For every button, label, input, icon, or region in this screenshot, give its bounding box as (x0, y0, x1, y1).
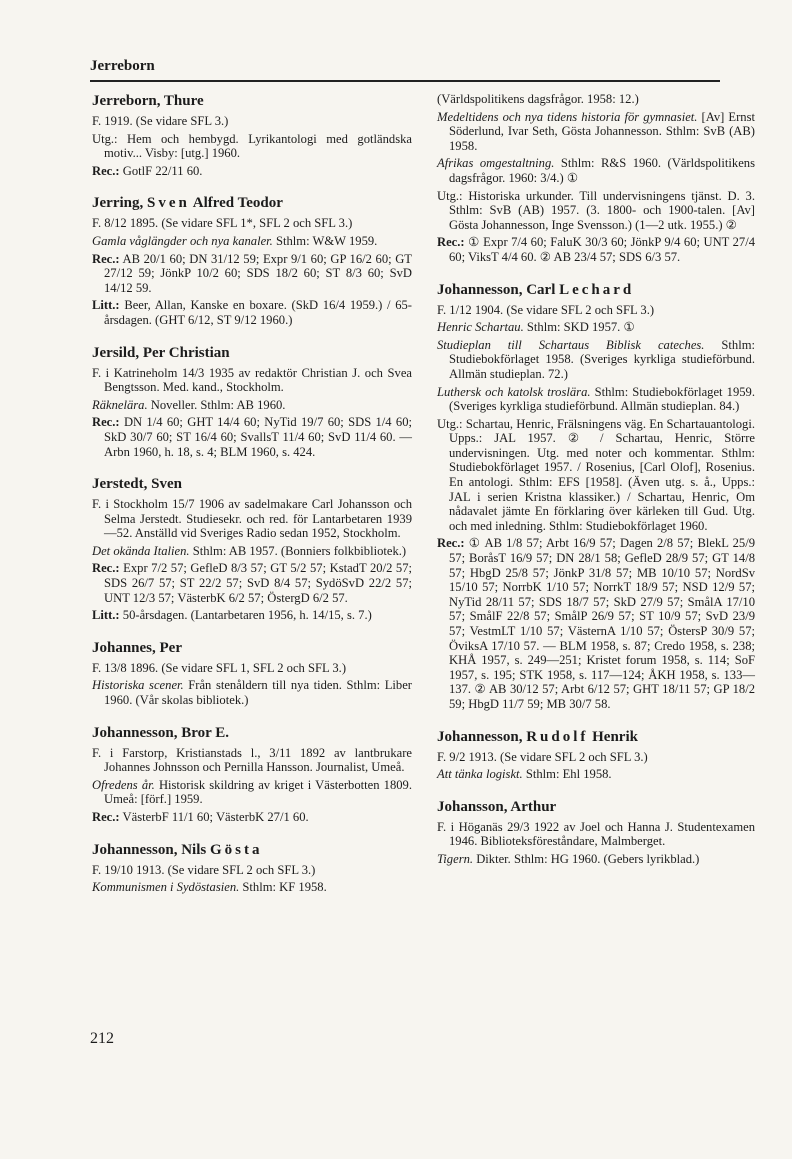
utg-info: Utg.: Historiska urkunder. Till undervisningens tjänst. D. 3. Sthlm: SvB (AB) 1957. (3. 1800- och 1900-talen. [Av] Gösta Johannesson, Inge Svensson.) (1—2 utk. 1955.) ② (437, 188, 755, 232)
heading-spaced: Sven (146, 195, 190, 212)
work-pub: Noveller. Sthlm: AB 1960. (147, 397, 286, 412)
birth-info: F. 19/10 1913. (Se vidare SFL 2 och SFL 3.) (92, 862, 316, 877)
rec-label: Rec.: (92, 251, 120, 266)
reviews (92, 252, 412, 296)
litt-label: Litt.: (92, 298, 120, 313)
entry-heading (92, 194, 412, 212)
entry-jerreborn-thure (92, 92, 412, 178)
work-listing (437, 385, 755, 414)
birth-info: F. 1/12 1904. (Se vidare SFL 2 och SFL 3.) (437, 302, 655, 317)
rec-text: ① AB 1/8 57; Arbt 16/9 57; Dagen 2/8 57; BlekL 25/9 57; BoråsT 16/9 57; DN 28/1 58; GefleD 28/9 57; GT 14/8 57; HbgD 25/8 57; JönkP 31/8 57; MB 10/10 57; NordSv 15/10 57; NorrbK 1/10 57; NorrkT 18/9 57; NSD 12/9 57; NyTid 28/11 57; SDS 18/7 57; SkD 27/9 57; SmålA 17/10 57; SmålF 22/8 57; SmålP 26/9 57; ST 10/9 57; SvD 23/9 57; VestmLT 1/10 57; VästernA 1/10 57; ÖstersP 30/9 57; ÖviksA 17/10 57. — BLM 1958, s. 87; Credo 1958, s. 238; KHÅ 1957, s. 249—251; Kristet forum 1958, s. 114; SoF 1957, s. 195; STK 1958, s. 117—124; ÅKH 1958, s. 133—137. ② AB 30/12 57; Arbt 6/12 57; GHT 18/11 57; GP 18/2 59; HbgD 11/7 59; MB 30/7 58. (449, 536, 755, 711)
work-listing (437, 320, 755, 335)
work-pub: Sthlm: Studiebokförlaget 1958. (Sveriges kyrkliga studieförbund. Allmän studieplan. 72.) (449, 337, 755, 381)
birth-info: F. i Stockholm 15/7 1906 av sadelmakare Carl Johansson och Selma Jerstedt. Studiesekr. och red. för Lantarbetaren 1939—52. Anställd vid Sveriges Radio sedan 1952, Stockholm. (92, 497, 412, 541)
rec-text: DN 1/4 60; GHT 14/4 60; NyTid 19/7 60; SDS 1/4 60; SkD 30/7 60; ST 16/4 60; SvallsT 11/4 60; SvD 11/4 60. — Arbn 1960, h. 18, s. 4; BLM 1960, s. 424. (104, 415, 412, 459)
utg-info: Utg.: Hem och hembygd. Lyrikantologi med gotländska motiv... Visby: [utg.] 1960. (92, 131, 412, 161)
work-pub: Sthlm: R&S 1960. (Världspolitikens dagsfrågor. 1960: 3/4.) ① (449, 156, 755, 185)
work-continuation: (Världspolitikens dagsfrågor. 1958: 12.) (437, 92, 639, 106)
birth-info: F. i Katrineholm 14/3 1935 av redaktör Christian J. och Svea Bengtsson. Med. kand., Stockholm. (92, 365, 412, 395)
entry-jerring (92, 194, 412, 327)
entry-heading: Johansson, Arthur (437, 798, 557, 815)
entry-heading (437, 281, 755, 299)
work-pub: Från stenåldern till nya tiden. Sthlm: Liber 1960. (Vår skolas bibliotek.) (104, 678, 412, 708)
work-title: Studieplan till Schartaus Biblisk cateches. (437, 337, 705, 352)
rec-label: Rec.: (437, 536, 465, 551)
reviews (92, 810, 412, 825)
entry-johannes-per (92, 639, 412, 708)
work-title: Tigern. (437, 851, 474, 866)
work-pub: Sthlm: W&W 1959. (272, 233, 378, 248)
utg-info: Utg.: Schartau, Henric, Frälsningens väg. En Schartauantologi. Upps.: JAL 1957. ② / Schartau, Henric, Större undervisningen. Utg. med noter och kommentar. Sthlm: Studiebokförlaget 1957. / Rosenius, [Carl Olof], Rosenius. En antologi. Sthlm: EFS [1958]. (Även utg. s. å., Upps.: JAL i serien Kristna klassiker.) / Schartau, Henric, Om nådavalet jämte En förklaring över kärleken till Gud. Utg. och med inledning. Sthlm: Studiebokförlaget 1960. (437, 416, 755, 533)
birth-info: F. 13/8 1896. (Se vidare SFL 1, SFL 2 och SFL 3.) (92, 660, 347, 675)
entry-johannesson-carl (437, 281, 755, 712)
reviews (92, 415, 412, 459)
heading-spaced: Lechard (559, 281, 635, 298)
work-pub: Sthlm: Ehl 1958. (522, 767, 612, 782)
work-title: Räknelära. (92, 397, 148, 412)
entry-johannesson-rudolf (437, 728, 755, 782)
rec-text: AB 20/1 60; DN 31/12 59; Expr 9/1 60; GP 16/2 60; GT 27/12 59; JönkP 10/2 60; SDS 18/2 60; ST 8/3 60; SvD 14/12 59. (104, 251, 412, 295)
heading-part: Henrik (588, 728, 638, 745)
work-title: Kommunismen i Sydöstasien. (92, 880, 240, 895)
rec-text: Expr 7/2 57; GefleD 8/3 57; GT 5/2 57; KstadT 20/2 57; SDS 26/7 57; ST 22/2 57; SvD 8/4 57; SydöSvD 22/2 57; UNT 12/3 57; VästerbK 6/2 57; ÖstergD 6/2 57. (104, 561, 412, 605)
left-column (92, 92, 412, 911)
birth-info: F. i Farstorp, Kristianstads l., 3/11 1892 av lantbrukare Johannes Johnsson och Pernilla Hansson. Journalist, Umeå. (92, 745, 412, 775)
entry-johannesson-nils (92, 841, 412, 895)
rec-label: Rec.: (92, 415, 120, 430)
rec-label: Rec.: (92, 561, 120, 576)
entry-heading: Johannes, Per (92, 639, 182, 656)
entry-heading: Jersild, Per Christian (92, 344, 230, 361)
entry-jerstedt (92, 475, 412, 623)
heading-spaced: Rudolf (526, 728, 589, 745)
reviews (437, 536, 755, 711)
reviews (92, 164, 412, 179)
work-pub: Sthlm: KF 1958. (239, 880, 327, 895)
birth-info: F. 9/2 1913. (Se vidare SFL 2 och SFL 3.) (437, 749, 648, 764)
work-listing (92, 398, 412, 413)
reviews (437, 235, 755, 264)
work-title: Att tänka logiskt. (437, 767, 523, 782)
entry-johansson-arthur (437, 798, 755, 867)
right-column (437, 92, 755, 883)
rec-label: Rec.: (437, 235, 465, 250)
birth-info: F. i Höganäs 29/3 1922 av Joel och Hanna J. Studentexamen 1946. Biblioteksföreståndare, Malmberget. (437, 819, 755, 849)
work-title: Ofredens år. (92, 777, 155, 792)
reviews (92, 561, 412, 605)
work-title: Historiska scener. (92, 678, 184, 693)
work-pub: Dikter. Sthlm: HG 1960. (Gebers lyrikblad.) (473, 851, 700, 866)
work-pub: Sthlm: SKD 1957. ① (523, 320, 635, 335)
heading-part: Johannesson, Nils (92, 841, 210, 858)
work-listing (92, 544, 412, 559)
work-listing (92, 234, 412, 249)
litt-text: Beer, Allan, Kanske en boxare. (SkD 16/4 1959.) / 65-årsdagen. (GHT 6/12, ST 9/12 1960.) (104, 298, 412, 327)
work-pub: Historisk skildring av kriget i Västerbotten 1809. Umeå: [förf.] 1959. (104, 777, 412, 807)
litt-text: 50-årsdagen. (Lantarbetaren 1956, h. 14/15, s. 7.) (122, 608, 372, 623)
running-head: Jerreborn (90, 58, 155, 74)
work-pub: [Av] Ernst Söderlund, Ivar Seth, Gösta Johannesson. Sthlm: SvB (AB) 1958. (449, 109, 755, 153)
work-pub: Sthlm: Studiebokförlaget 1959. (Sveriges kyrkliga studieförbund. Allmän studieplan. 84.) (449, 384, 755, 414)
entry-heading (437, 728, 755, 746)
entry-heading: Jerreborn, Thure (92, 93, 204, 109)
page-number: 212 (90, 1030, 114, 1047)
header-rule (90, 80, 720, 82)
birth-info: F. 8/12 1895. (Se vidare SFL 1*, SFL 2 och SFL 3.) (92, 216, 353, 231)
work-listing (92, 778, 412, 807)
heading-part: Johannesson, (437, 728, 527, 745)
entry-heading (92, 841, 412, 859)
work-listing (437, 338, 755, 382)
heading-part: Alfred Teodor (189, 195, 283, 212)
work-title: Det okända Italien. (92, 543, 190, 558)
entry-jersild (92, 344, 412, 460)
work-title: Henric Schartau. (437, 320, 524, 335)
heading-spaced: Gösta (209, 841, 263, 858)
work-listing (437, 767, 755, 782)
entry-heading: Jerstedt, Sven (92, 476, 182, 493)
work-title: Afrikas omgestaltning. (437, 156, 555, 171)
work-listing (92, 678, 412, 707)
work-pub: Sthlm: AB 1957. (Bonniers folkbibliotek.) (189, 543, 407, 558)
literature (92, 608, 412, 623)
rec-text: GotlF 22/11 60. (122, 163, 203, 178)
rec-label: Rec.: (92, 163, 120, 178)
rec-text: ① Expr 7/4 60; FaluK 30/3 60; JönkP 9/4 60; UNT 27/4 60; ViksT 4/4 60. ② AB 23/4 57; SDS 6/3 57. (449, 235, 755, 264)
entry-johannesson-bror (92, 724, 412, 825)
work-title: Gamla våglängder och nya kanaler. (92, 233, 273, 248)
birth-info: F. 1919. (Se vidare SFL 3.) (92, 114, 229, 128)
work-listing (437, 156, 755, 185)
heading-part: Jerring, (92, 195, 147, 212)
entry-johannesson-nils-continued (437, 92, 755, 265)
work-listing (437, 852, 755, 867)
heading-part: Johannesson, Carl (437, 281, 560, 298)
rec-text: VästerbF 11/1 60; VästerbK 27/1 60. (122, 810, 309, 824)
work-listing (437, 110, 755, 154)
work-listing (92, 880, 412, 895)
literature (92, 298, 412, 327)
entry-heading: Johannesson, Bror E. (92, 724, 229, 741)
litt-label: Litt.: (92, 608, 120, 623)
work-title: Luthersk och katolsk troslära. (437, 384, 591, 399)
work-title: Medeltidens och nya tidens historia för gymnasiet. (437, 109, 698, 124)
rec-label: Rec.: (92, 810, 120, 824)
